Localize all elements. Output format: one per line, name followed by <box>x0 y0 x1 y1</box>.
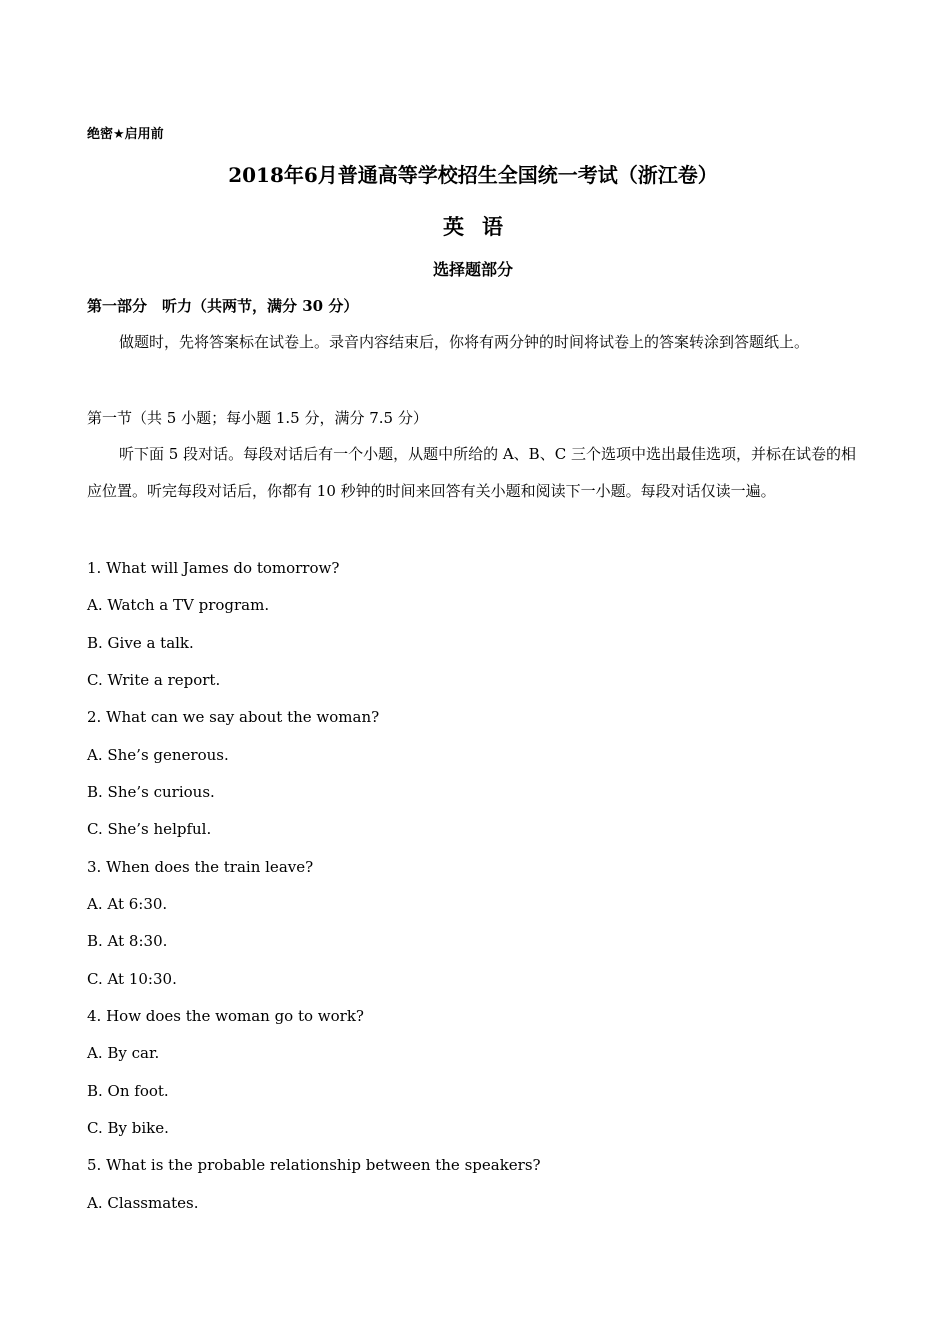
option-4a: A. By car. <box>87 1044 160 1062</box>
section1-instruction: 听下面 5 段对话。每段对话后有一个小题，从题中所给的 A、B、C 三个选项中选出最佳选项，并标在试卷的相应位置。听完每段对话后，你都有 10 秒钟的时间来回答有关小题和阅读下一小题。每段对话仅读一遍。 <box>87 445 856 501</box>
option-1a: A. Watch a TV program. <box>87 596 270 614</box>
option-3c: C. At 10:30. <box>87 970 177 988</box>
question-4: 4. How does the woman go to work? <box>87 1007 364 1025</box>
option-5a: A. Classmates. <box>87 1194 199 1212</box>
secret-label: 绝密★启用前 <box>87 127 164 142</box>
option-4b: B. On foot. <box>87 1082 169 1100</box>
question-5: 5. What is the probable relationship between the speakers? <box>87 1156 541 1174</box>
section1-heading: 第一节（共 5 小题；每小题 1.5 分，满分 7.5 分） <box>87 409 428 427</box>
option-4c: C. By bike. <box>87 1119 169 1137</box>
option-1b: B. Give a talk. <box>87 634 194 652</box>
option-3a: A. At 6:30. <box>87 895 168 913</box>
section-title: 选择题部分 <box>432 260 513 279</box>
question-2: 2. What can we say about the woman? <box>87 708 380 726</box>
option-3b: B. At 8:30. <box>87 932 168 950</box>
subject-title: 英语 <box>443 215 521 239</box>
option-2b: B. She’s curious. <box>87 783 215 801</box>
option-1c: C. Write a report. <box>87 671 221 689</box>
option-2a: A. She’s generous. <box>87 746 229 764</box>
question-1: 1. What will James do tomorrow? <box>87 559 340 577</box>
part-heading: 第一部分 听力（共两节，满分 30 分） <box>87 297 359 315</box>
part-instruction: 做题时，先将答案标在试卷上。录音内容结束后，你将有两分钟的时间将试卷上的答案转涂到答题纸上。 <box>119 333 810 351</box>
option-2c: C. She’s helpful. <box>87 820 212 838</box>
exam-title: 2018年6月普通高等学校招生全国统一考试（浙江卷） <box>228 163 718 187</box>
question-3: 3. When does the train leave? <box>87 858 314 876</box>
